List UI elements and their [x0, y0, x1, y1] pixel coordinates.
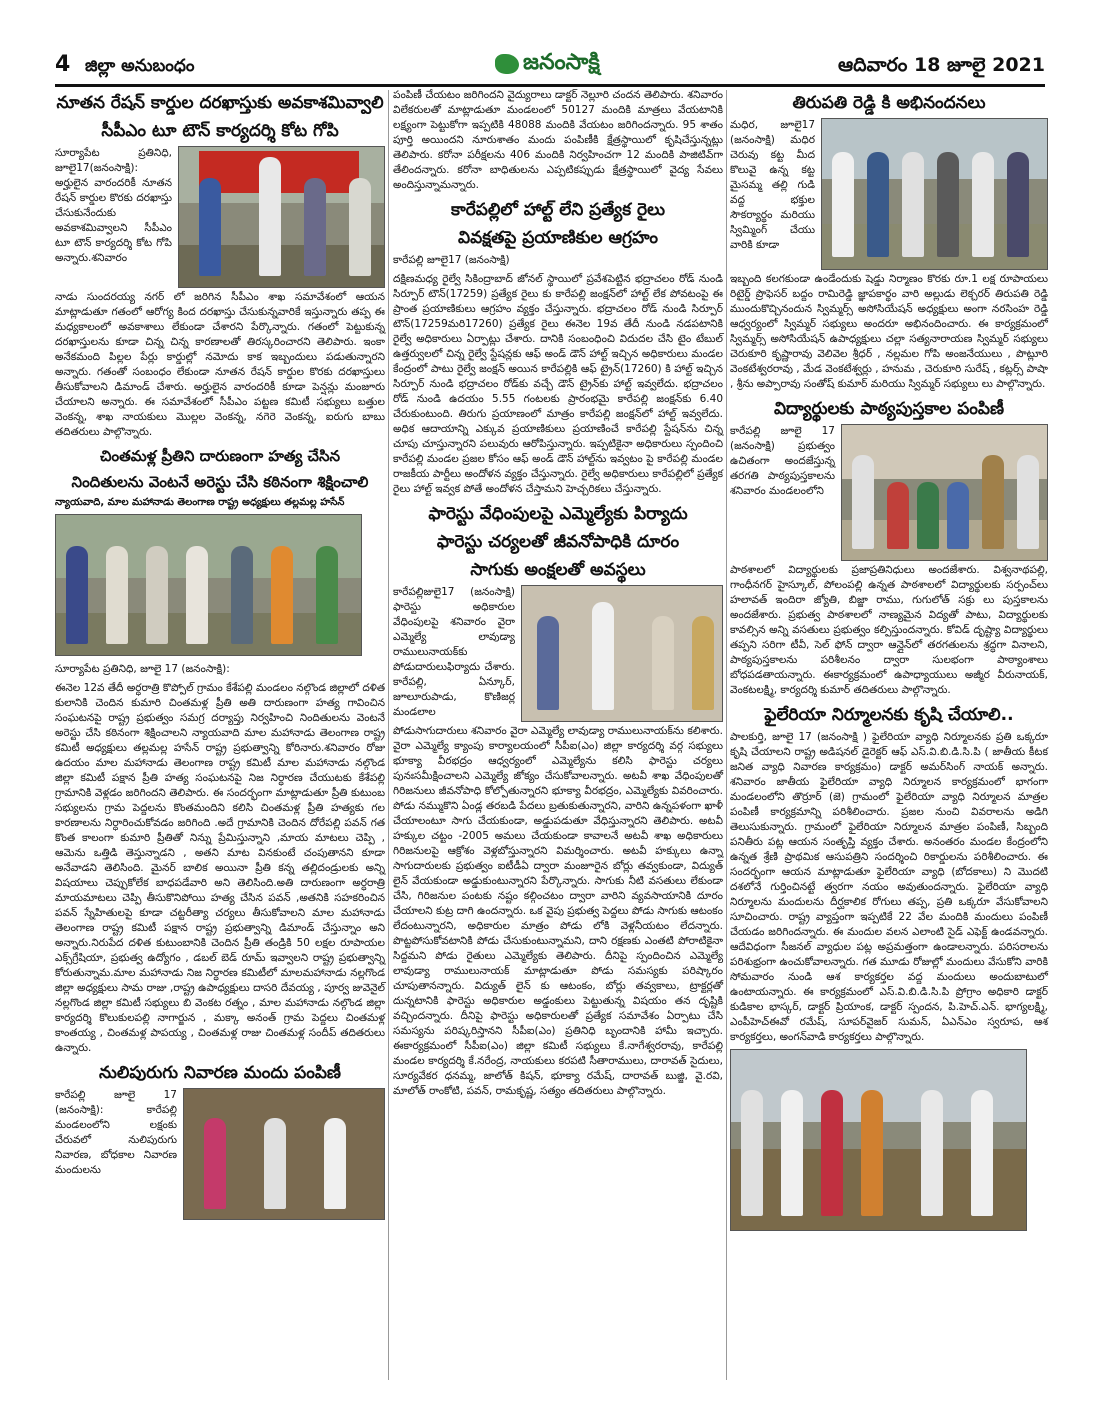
article-headline: సీపీఎం టూ టౌన్ కార్యదర్శి కోట గోపి — [101, 121, 339, 141]
article-headline: ఫారెస్టు చర్యలతో జీవనోపాధికి దూరం — [436, 532, 680, 552]
article-body: ఈనెల 12వ తేదీ అర్ధరాత్రి కొప్పోల్ గ్రామం కేశేపల్లి మండలం నల్గొండ జిల్లాలో దళిత కులానికి చెందిన కుమారి చింతమళ్ల ప్రీతి అతి దారుణంగా హత్య గావించిన సంఘటనపై రాష్ట్ర ప్రభుత్వం సమగ్ర దర్యాప్తు నిర్వహించి నిందితులను వెంటనే అరెస్టు చేసి కఠినంగా శిక్షించాలని న్యాయవాది మాల మహానాడు తెలంగాణ రాష్ట్ర కమిటీ అధ్యక్షులు తల్లమల్ల హసేన్ రాష్ట్ర ప్రభుత్వాన్ని కోరినారు.శనివారం రోజు ఉదయం మాల మహానాడు తెలంగాణ రాష్ట్ర కమిటీ మాల మహానాడు నల్గొండ జిల్లా కమిటీ పక్షాన ప్రీతి హత్య సంఘటనపై నిజ నిర్ధారణ చేయుటకు కేశేపల్లి గ్రామానికి వెళ్లడం జరిగిందని తెలిపారు. ఈ సందర్భంగా మాట్లాడుతూ ప్రీతి కుటుంబ సభ్యులను గ్రామ పెద్దలను కొంతమందిని కలిసి చింతమళ్ల ప్రీతి హత్యకు గల కారణాలను నిర్ధారించుకోవడం జరిగింది .అదే గ్రామానికి చెందిన దోరేపల్లి పవన్ గత కొంత కాలంగా కుమారి ప్రీతితో నిన్ను ప్రేమిస్తున్నాని ,మాయ మాటలు చెప్పి , ఆమెను ఒత్తిడి తెస్తున్నాడని , అతని మాట వినకుంటే చంపుతానని కూడా అనేవాడని తెలిసింది. మైనర్ బాలిక అయినా ప్రీతి కన్న తల్లిదండ్రులకు అన్ని విషయాలు చెప్పుకోలేక బాధపడేవారి అని తెలిసింది.అతి దారుణంగా అర్ధరాత్రి మాయమాటలు చెప్పి తీసుకొనిపోయి హత్య చేసిన పవన్ ,అతనికి సహకరించిన పవన్ స్నేహితులపై కూడా చట్టరీత్యా చర్యలు తీసుకోవాలని మాల మహానాడు తెలంగాణ రాష్ట్ర కమిటీ పక్షాన రాష్ట్ర ప్రభుత్వాన్ని డిమాండ్ చేస్తున్నాం అని అన్నారు.నిరుపేద దళిత కుటుంబానికి చెందిన ప్రీతి తండ్రికి 50 లక్షల రూపాయల ఎక్స్‌గ్రేషియా, ప్రభుత్వ ఉద్యోగం , డబల్ బెడ్ రూమ్ ఇవ్వాలని రాష్ట్ర ప్రభుత్వాన్ని కోరుతున్నామ.మాల మహానాడు నిజ నిర్ధారణ కమిటీలో మాలమహానాడు నల్లగొండ జిల్లా అధ్యక్షులు సామ రాజు ,రాష్ట్ర ఉపాధ్యక్షులు దాసరి దేవయ్య , పూర్వ జువెనైల్ నల్లగొండ జిల్లా కమిటీ సభ్యులు బి వెంకట రత్నం , మాల మహానాడు నల్గొండ జిల్లా కార్యదర్శి కొలుకులపల్లి నాగార్జున , మక్కా అనంత్ గ్రామ పెద్దలు చింతమళ్ల కాంతయ్య , చింతమళ్ల పాపయ్య , చింతమళ్ల రాజు చింతమళ్ల సందీప్ తదితరులు ఉన్నారు. — [55, 682, 385, 1054]
issue-date: ఆదివారం 18 జూలై 2021 — [838, 54, 1045, 76]
article-dateline: సూర్యాపేట ప్రతినిధి, జూలై 17 (జనంసాక్షి): — [55, 663, 230, 675]
article-headline: కారేపల్లిలో హాల్ట్ లేని ప్రత్యేక రైలు — [450, 200, 666, 220]
article-headline: విద్యార్థులకు పాఠ్యపుస్తకాల పంపిణీ — [773, 399, 1005, 419]
article-headline: చింతమళ్ల ప్రీతిని దారుణంగా హత్య చేసిన — [99, 447, 341, 465]
article-lead: మధిర, జూలై17 (జనంసాక్షి) మధిర చెరువు కట్ట మీద కొలువై ఉన్న కట్ట మైసమ్మ తల్లి గుడి వద్ద భక్తుల సౌకర్యార్థం మరియు స్విమ్మింగ్ చేయు వారికి కూడా — [730, 119, 815, 251]
article-lead: కారేపల్లిజులై17 (జనంసాక్షి) ఫారెస్టు అధికారుల వేధింపులపై శనివారం వైరా ఎమ్మెల్యే లావుడ్యా రాములునాయక్‌కు పోడుదారులుఫిర్యాదు చేశారు. కారేపల్లి, ఏన్కూర్, జూలూరుపాడు, కొణిజర్ల మండలాల — [393, 586, 515, 718]
article-lead: సూర్యాపేట ప్రతినిధి, జూలై17(జనంసాక్షి): అర్హులైన వారందరికీ నూతన రేషన్ కార్డుల కొరకు దరఖాస్తు చేసుకునేందుకు అవకాశమివ్వాలని సీపీఎం టూ టౌన్ కార్యదర్శి కోట గోపి అన్నారు.శనివారం — [55, 147, 172, 264]
article-body: కారేపల్లి జూలై 17 (జనంసాక్షి): కారేపల్లి మండలంలోని లక్షంకు చేరువలో నులిపురుగు నివారణ, బోధకాల నివారణ మందులను — [55, 1089, 177, 1176]
article-body: నాడు సుందరయ్య నగర్ లో జరిగిన సీపీఎం శాఖ సమావేశంలో ఆయన మాట్లాడుతూ గతంలో ఆరోగ్య కింద దరఖాస్తు చేసుకున్నవారికే ఇస్తున్నారు తప్ప ఈ మధ్యకాలంలో అవకాశాలు లేకుండా చేశారని పేర్కొన్నారు. గతంలో పెట్టుకున్న దరఖాస్తులను కూడా చిన్న చిన్న కారణాలతో తిరస్కరించారని తెలిపారు. ఇంకా అనేకమంది పిల్లల పేర్లు కార్డుల్లో నమోదు కాక ఇబ్బందులు పడుతున్నారని అన్నారు. గతంతో సంబంధం లేకుండా నూతన రేషన్ కార్డుల కొరకు దరఖాస్తులు తీసుకోవాలని డిమాండ్ చేశారు. అర్హులైన వారందరికీ కూడా పెన్షన్లు మంజూరు చేయాలని అన్నారు. ఈ సమావేశంలో సీపీఎం పట్టణ కమిటీ సభ్యులు బత్తుల వెంకన్న, శాఖ నాయకులు మొల్లల వెంకన్న, నగెరె వెంకన్న, ఐరుగు బాబు తదితరులు పాల్గొన్నారు. — [55, 291, 385, 438]
article-body: ఇబ్బంది కలగకుండా ఉండేందుకు షెడ్డు నిర్మాణం కొరకు రూ.1 లక్ష రూపాయలు రిటైర్డ్ ప్రొఫెసర్ బద్దం రామిరెడ్డి జ్ఞాపకార్థం వారి అల్లుడు లెక్చరర్ తిరుపతి రెడ్డి ముందుకొచ్చినందున స్విమ్మర్స్ అసోసియేషన్ అధ్యక్షులు అంగా నరసింహ రెడ్డి ఆధ్వర్యంలో స్విమ్మర్ సభ్యులు అందరూ అభినందించారు. ఈ కార్యక్రమంలో స్విమ్మర్స్ అసోసియేషన్ ఉపాధ్యక్షులు చల్లా సత్యనారాయణ స్విమ్మర్ సభ్యులు చెరుకూరి కృష్ణారావు వెలివెల శ్రీధర్ , నల్లమల గోపి అంజనేయులు , పొట్లూరి వెంకటేశ్వరరావు , మేడ వెంకటేశ్వర్లు , హనుమ , చెరుకూరి సురేష్ , కట్లర్స్ పాషా , శ్రీను అప్పారావు సంతోష్ కుమార్ మరియు స్విమ్మర్ సభ్యులు లు పాల్గొన్నారు. — [730, 273, 1048, 390]
article-body: పోడుసాగుదారులు శనివారం వైరా ఎమ్మెల్యే లావుడ్యా రాములునాయక్‌ను కలిశారు. వైరా ఎమ్మెల్యే క్యాంపు కార్యాలయంలో సీపీఐ(ఎం) జిల్లా కార్యదర్శి వర్గ సభ్యులు భూక్యా వీరభద్రం ఆధ్వర్యంలో ఎమ్మెల్యేను కలిసి ఫారెస్టు చర్యలు పునఃసమీక్షించాలని ఎమ్మెల్యే జోక్యం చేసుకోవాలన్నారు. అటవీ శాఖ వేధింపులతో గిరిజనులు జీవనోపాధి కోల్పోతున్నారని భూక్యా వీరభద్రం, ఎమ్మెల్యేకు వివరించారు. పోడు నమ్ముకొని ఏండ్ల తరబడి పేదలు బ్రతుకుతున్నారని, వారిని ఉన్నపళంగా ఖాళీ చేయాలంటూ సాగు చేయకుండా, అడ్డుపడుతూ వేధిస్తున్నారని తెలిపారు. అటవీ హక్కుల చట్టం -2005 అమలు చేయకుండా కావాలనే అటవీ శాఖ అధికారులు గిరిజనులపై ఆక్రోశం వెళ్లబోస్తున్నారని విమర్శించారు. అటవీ హక్కులు ఉన్నా సాగుదారులకు ప్రభుత్వం ఐటీడీఏ ద్వారా మంజూరైన బోర్లు తవ్వకుండా, విద్యుత్ లైన్ వేయకుండా అడ్డుకుంటున్నారని పేర్కొన్నారు. సాగుకు నీటి వసతులు లేకుండా చేసి, గిరిజనుల పంటకు నష్టం కల్గించటం ద్వారా వారిని వ్యవసాయానికి దూరం చేయాలని కుట్ర దాగి ఉందన్నారు. ఒక వైపు ప్రభుత్వ పెద్దలు పోడు సాగుకు ఆటంకం లేదంటున్నారని, అధికారుల మాత్రం పోడు లోకి వెళ్లనీయటం లేదన్నారు. పొట్టపోసుకోవటానికి పోడు చేసుకుంటున్నామని, దాని రక్షణకు ఎంతటి పోరాటికైనా సిద్దమని పోడు రైతులు ఎమ్మెల్యేకు తెలిపారు. దీనిపై స్పందించిన ఎమ్మెల్యే లావుడ్యా రాములునాయక్ మాట్లాడుతూ పోడు సమస్యకు పరిష్కారం చూపుతానన్నారు. విద్యుత్ లైన్ కు ఆటంకం, బోర్లు తవ్వకాలు, ట్రాక్టర్లతో దున్నటానికి ఫారెస్టు అధికారుల అడ్డంకులు పెట్టుతున్న విషయం తన దృష్టికి వచ్చిందన్నారు. దీనిపై ఫారెస్టు అధికారులతో ప్రత్యేక సమావేశం ఏర్పాటు చేసి సమస్యను పరిష్కరిస్తానని సీపీఐ(ఎం) ప్రతినిధి బృందానికి హామీ ఇచ్చారు. ఈకార్యక్రమంలో సీపీఐ(ఎం) జిల్లా కమిటీ సభ్యులు కే.నాగేశ్వరరావు, కారేపల్లి మండల కార్యదర్శి కే.నరేంద్ర, నాయకులు కరపటి సీతారాములు, దారావత్ సైదులు, సూర్యవేకర ధనమ్మ, జాలోత్ కిషన్, భూక్యా రమేష్, దారావత్ బుజ్జి, వై.రవి, మాలోత్ రాంకోటి, పవన్, రామకృష్ణ, సత్యం తదితరులు పాల్గొన్నారు. — [393, 725, 723, 1097]
section-name: జిల్లా అనుబంధం — [85, 56, 195, 76]
telangana-map-icon — [495, 54, 519, 74]
mla-meeting-photo — [521, 585, 723, 722]
column-divider — [726, 90, 727, 1380]
article-headline: నూతన రేషన్ కార్డుల దరఖాస్తుకు అవకాశమివ్వాలి — [56, 93, 384, 113]
masthead-logo — [495, 48, 695, 80]
page-number: 4 — [55, 52, 71, 77]
mala-mahanadu-group-photo — [55, 514, 362, 656]
article-headline: ఫారెస్టు వేధింపులపై ఎమ్మెల్యేకు పిర్యాదు — [428, 504, 688, 524]
column-2 — [393, 88, 723, 1103]
page-header — [55, 48, 1045, 87]
column-1 — [55, 88, 385, 1222]
deworming-distribution-photo — [183, 1088, 385, 1220]
article-body: పంపిణీ చేయటం జరిగిందని వైద్యురాలు డాక్టర్ నెల్లూరి చందన తెలిపారు. శనివారం విలేకరులతో మాట్లాడుతూ మండలంలో 50127 మందికి మాత్రలు వేయటానికి లక్ష్యంగా పెట్టుకోగా ఇప్పటికి 48088 మందికి వేయటం జరిగిందన్నారు. 95 శాతం పూర్తి అయిందని నూరుశాతం మందు పంపిణీకి క్షేత్రస్థాయిలో కృషిచేస్తున్నట్లు తెలిపారు. కరోనా పరీక్షలను 406 మందికి నిర్వహించగా 12 మందికి పాజిటివ్‌గా తేలిందన్నారు. కరోనా బాధితులను ఎప్పటికప్పుడు క్షేత్రస్థాయిలో వైద్య సేవలు అందిస్తున్నామన్నారు. — [393, 89, 723, 191]
article-headline: ఫైలేరియా నిర్మూలనకు కృషి చేయాలి.. — [764, 705, 1014, 725]
article-headline: సాగుకు అంక్షలతో అవస్థలు — [470, 560, 646, 580]
article-body: దక్షిణమధ్య రైల్వే సికింద్రాబాద్ జోనల్ స్థాయిలో ప్రవేశపెట్టిన భద్రాచలం రోడ్ నుండి సిర్పూర్ టౌన్(17259) ప్రత్యేక రైలు కు కారేపల్లి జంక్షన్‌లో హాల్ట్ లేక పోవటంపై ఈ ప్రాంత ప్రయాణికులు ఆగ్రహం వ్యక్తం చేస్తున్నారు. భద్రాచలం రోడ్ నుండి సిర్పూర్ టౌన్(17259మరి17260) ప్రత్యేక రైలు ఈనెల 19వ తేదీ నుండి నడపటానికి రైల్వే అధికారులు ఏర్పాట్లు చేశారు. దానికి సంబంధించి విదుదల చేసి టైం టేబుల్ ఉత్తర్వులలో చిన్న రైల్వే స్టేషన్లకు ఆఫ్ అండ్ డౌన్ హాల్ట్ ఇచ్చిన అధికారులు మండల కేంద్రంలో పాటు రైల్వే జంక్షన్ అయిన కారేపల్లికి ఆఫ్ ట్రైన్(17260) కి హాల్ట్ ఇచ్చిన సిర్పూర్ నుండి భద్రాచలం రోడ్‌కు వచ్చే డౌన్ ట్రైన్‌కు హాల్ట్ ఇవ్వలేదు. భద్రాచలం రోడ్ నుండి ఉదయం 5.55 గంటలకు ప్రారంభమై కారేపల్లి జంక్షన్‌కు 6.40 చేరుకుంటుంది. తిరుగు ప్రయాణంలో మాత్రం కారేపల్లి జంక్షన్‌లో హాల్ట్ ఇవ్వలేదు. అధిక ఆదాయాన్ని ఎక్కువ ప్రయాణికులు ప్రయాణించే కారేపల్లి స్టేషన్‌ను చిన్న చూపు చూస్తున్నారని పలువురు ఆరోపిస్తున్నారు. ఇప్పటికైనా అధికారులు స్పందించి కారేపల్లి మండల ప్రజల కోసం ఆఫ్ అండ్ డౌన్ హాల్ట్‌ను ఇవ్వటం పై కారేపల్లి మండల రాజకీయ పార్టీలు అందోళన వ్యక్తం చేస్తున్నారు. రైల్వే అధికారులు కారేపల్లిలో ప్రత్యేక రైలు హాల్ట్ ఇవ్వక పోతే అందోళన చేస్తామని హెచ్చరికలు చేస్తున్నారు. — [393, 273, 723, 495]
article-body: పాలకుర్తి, జూలై 17 (జనంసాక్షి ) ఫైలేరియా వ్యాధి నిర్మూలనకు ప్రతి ఒక్కరూ కృషి చేయాలని రాష్ట్ర అడిషనల్ డైరెక్టర్ ఆఫ్ ఎస్.వి.బి.డి.సి.పి ( జాతీయ కీటక జనిత వ్యాధి నివారణ కార్యక్రమం) డాక్టర్ అమర్‌సింగ్ నాయక్ అన్నారు. శనివారం జాతీయ ఫైలేరియా వ్యాధి నిర్మూలన కార్యక్రమంలో భాగంగా మండలంలోని తొర్రూర్ (జె) గ్రామంలో ఫైలేరియా వ్యాధి నిర్మూలన మాత్రల పంపిణీ కార్యక్రమాన్ని పరిశీలించారు. ప్రజల నుంచి వివరాలను అడిగి తెలుసుకున్నారు. గ్రామంలో ఫైలేరియా నిర్మూలన మాత్రల పంపిణీ, సిబ్బంది పనితీరు పట్ల ఆయన సంతృప్తి వ్యక్తం చేశారు. అనంతరం మండల కేంద్రంలోని ఉన్నత శ్రేణి ప్రాథమిక ఆసుపత్రిని సందర్శించి రికార్డులను పరిశీలించారు. ఈ సందర్భంగా ఆయన మాట్లాడుతూ ఫైలేరియా వ్యాధి (బోదకాలు) ని మొదటి దశలోనే గుర్తించినట్టే త్వరగా నయం అవుతుందన్నారు. ఫైలేరియా వ్యాధి నిర్మూలను మందులను దీర్ఘకాలిక రోగులు తప్ప, ప్రతి ఒక్కరూ వేసుకోవాలని సూచించారు. రాష్ట్ర వ్యాప్తంగా ఇప్పటికే 22 వేల మందికి మందులు పంపిణీ చేయడం జరిగిందన్నారు. ఈ మందుల వలన ఎలాంటి సైడ్ ఎఫెక్ట్ ఉండవన్నారు. ఆదేవిధంగా సీజనల్ వ్యాధుల పట్ల అప్రమత్తంగా ఉండాలన్నారు. పరిసరాలను పరిశుభ్రంగా ఉంచుకోవాలన్నారు. గత మూడు రోజుల్లో మందులు వేసుకోని వారికి సోమవారం నుండి ఆశ కార్యకర్తల వద్ద మందులు అందుబాటులో ఉంటాయన్నారు. ఈ కార్యక్రమంలో ఎస్.వి.బి.డి.సి.పి ప్రోగ్రాం అధికారి డాక్టర్ కుడికాల భాస్కర్, డాక్టర్ ప్రియాంక, డాక్టర్ స్పందన, పి.హెచ్.ఎన్. భాగ్యలక్ష్మి, ఎంపీహెచ్‌ఈవో రమేష్, సూపర్‌వైజర్ సుమన్, ఏఎన్ఎం స్వరూప, ఆశ కార్యకర్తలు, అంగన్‌వాడి కార్యకర్తలు పాల్గొన్నారు. — [730, 731, 1048, 1043]
swimmers-association-photo — [821, 118, 1048, 270]
textbook-distribution-photo — [841, 424, 1048, 561]
article-lead: కారేపల్లి జూలై 17 (జనంసాక్షి) ప్రభుత్వం ఉచితంగా అందజేస్తున్న తరగతి పాఠ్యపుస్తకాలను శనివారం మండలంలోని — [730, 425, 835, 497]
article-headline: నిందితులను వెంటనే అరెస్టు చేసి కఠినంగా శిక్షించాలి — [71, 473, 369, 491]
column-divider — [388, 90, 389, 1380]
article-dateline: కారేపల్లి జూలై17 (జనంసాక్షి) — [393, 254, 510, 266]
article-body: పాఠశాలలో విద్యార్థులకు ప్రజాప్రతినిధులు అందజేశారు. విశ్వనాథపల్లి, గాంధీనగర్ హైస్కూల్, పోలంపల్లి ఉన్నత పాఠశాలలో విద్యార్థులకు సర్పంచ్‌లు హలావత్ ఇందిరా జ్యోతి, బిజ్జా రాము, గుగులోత్ సక్రు లు పుస్తకాలను అందజేశారు. ప్రభుత్వ పాఠశాలలో నాణ్యమైన విద్యతో పాటు, విద్యార్థులకు కావల్సిన అన్ని వసతులు ప్రభుత్వం కల్పిస్తుందన్నారు. కోవిడ్ దృష్ట్యా విద్యార్థులు తప్పని సరిగా టీవీ, సెల్ ఫోన్ ద్వారా ఆన్లైన్‌లో తరగతులను శ్రద్ధగా వినాలని, పాఠ్యపుస్తకాలను పరిశీలనం ద్వారా సులభంగా పాఠ్యాంశాలు బోధపడతాయన్నారు. ఈకార్యక్రమంలో ఉపాధ్యాయులు అజ్మీర వీరునాయక్, వెంకటలక్ష్మి, కార్యదర్శి కుమార్ తదితరులు పాల్గొన్నారు. — [730, 564, 1048, 696]
logo-text: జనంసాక్షి — [523, 50, 600, 75]
cpm-meeting-photo — [178, 146, 385, 288]
article-subheading: న్యాయవాది, మాల మహానాడు తెలంగాణ రాష్ట్ర అధ్యక్షులు తల్లమల్ల హసేన్ — [55, 497, 345, 508]
article-headline: వివక్షతపై ప్రయాణికుల ఆగ్రహం — [458, 228, 658, 248]
article-headline: నులిపురుగు నివారణ మందు పంపిణీ — [99, 1063, 341, 1083]
filaria-inspection-photo — [730, 1049, 1027, 1231]
column-3 — [730, 88, 1048, 1231]
article-headline: తిరుపతి రెడ్డి కి అభినందనలు — [792, 93, 986, 113]
